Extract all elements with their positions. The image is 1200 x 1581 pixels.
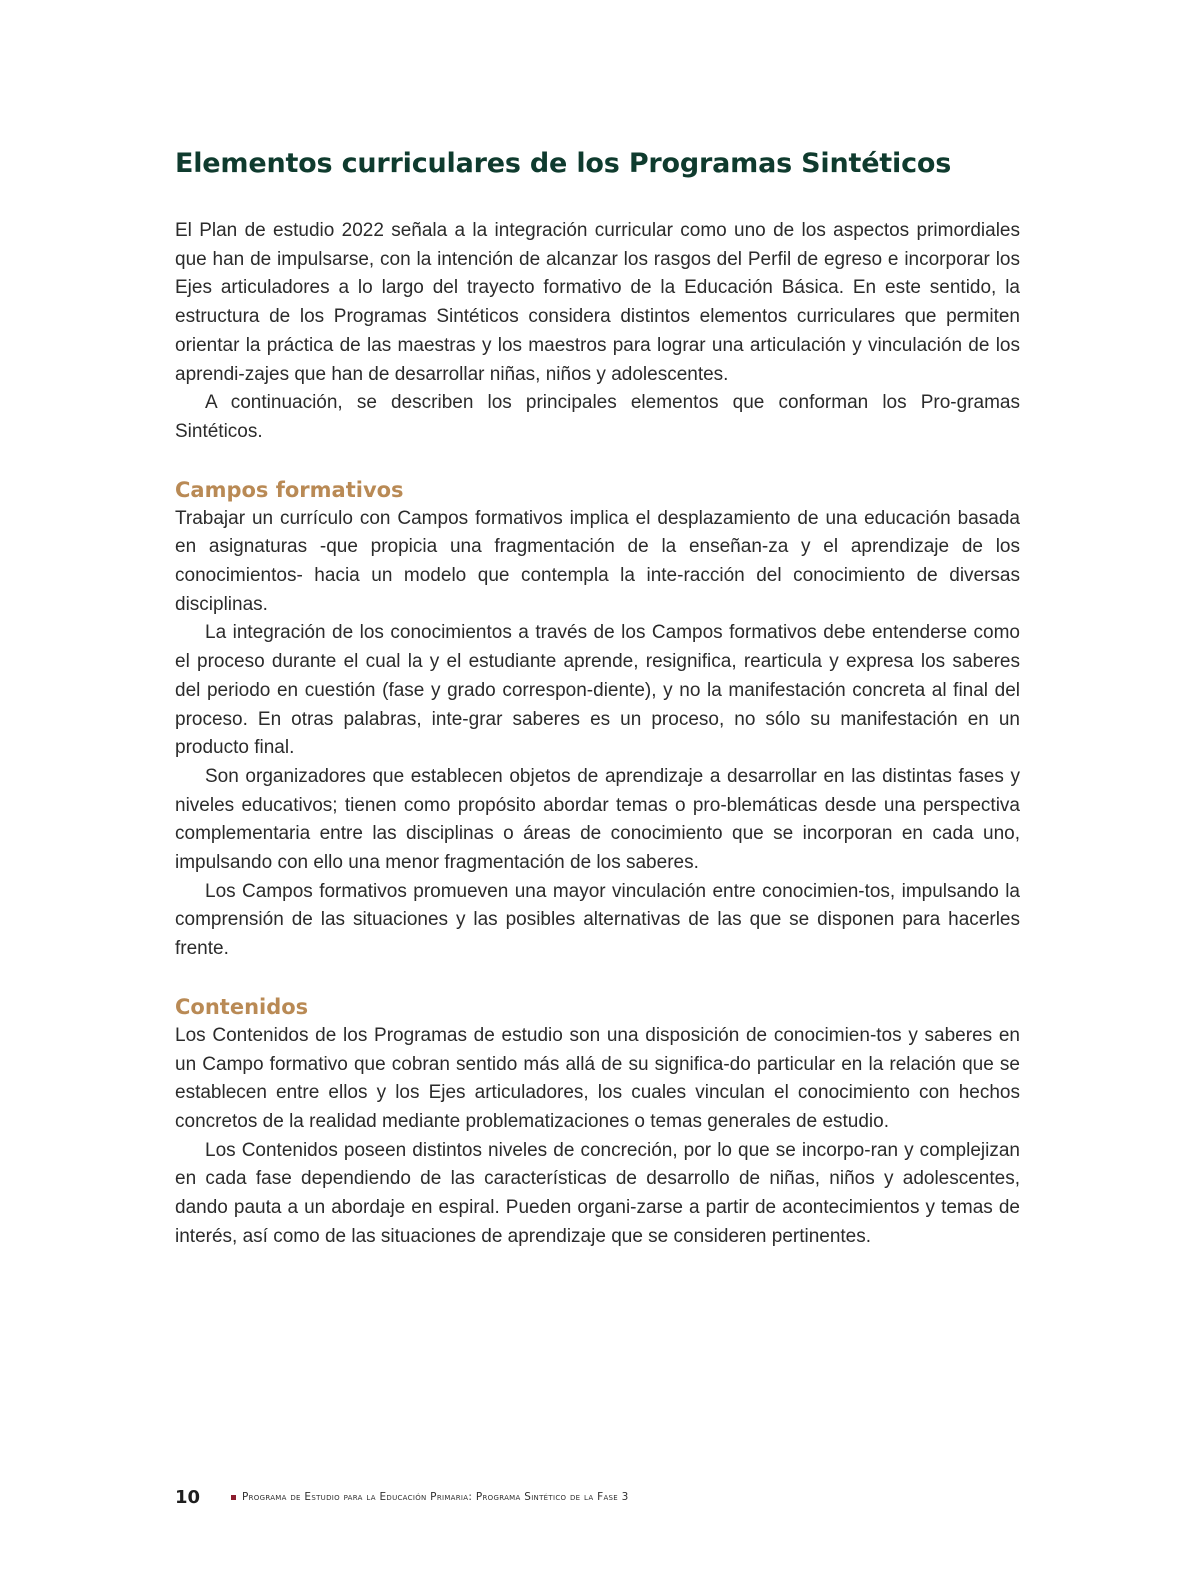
contenidos-paragraph-2: Los Contenidos poseen distintos niveles de concreción, por lo que se incorpo-ran y complejizan en cada fase dependiendo de las características de desarrollo de niñas, niños y adolescentes, dando pauta a un abordaje en espiral. Pueden organi-zarse a partir de acontecimientos y temas de interés, así como de las situaciones de aprendizaje que se consideren pertinentes. bbox=[175, 1139, 1020, 1247]
page-content bbox=[175, 145, 1020, 1252]
footer-bullet-icon bbox=[231, 1495, 236, 1500]
page-footer bbox=[175, 1482, 1020, 1512]
page-title: Elementos curriculares de los Programas Sintéticos bbox=[175, 148, 952, 179]
running-title: Programa de Estudio para la Educación Primaria: Programa Sintético de la Fase 3 bbox=[242, 1491, 629, 1503]
section-spacer bbox=[175, 447, 1020, 475]
section-heading-contenidos: Contenidos bbox=[175, 994, 309, 1019]
campos-paragraph-2: La integración de los conocimientos a través de los Campos formativos debe entenderse como el proceso durante el cual la y el estudiante aprende, resignifica, rearticula y expresa los saberes del periodo en cuestión (fase y grado correspon-diente), y no la manifestación concreta al final del proceso. En otras palabras, inte-grar saberes es un proceso, no sólo su manifestación en un producto final. bbox=[175, 622, 1020, 759]
section-heading-campos-formativos: Campos formativos bbox=[175, 477, 404, 502]
contenidos-paragraph-1: Los Contenidos de los Programas de estudio son una disposición de conocimien-tos y saberes en un Campo formativo que cobran sentido más allá de su significa-do particular en la relación que se establecen entre ellos y los Ejes articuladores, los cuales vinculan el conocimiento con hechos concretos de la realidad mediante problematizaciones o temas generales de estudio. bbox=[175, 1024, 1020, 1132]
section-spacer bbox=[175, 964, 1020, 992]
intro-paragraph-2: A continuación, se describen los principales elementos que conforman los Pro-gramas Sintéticos. bbox=[175, 392, 1020, 442]
page-number: 10 bbox=[175, 1486, 201, 1508]
campos-paragraph-1: Trabajar un currículo con Campos formativos implica el desplazamiento de una educación basada en asignaturas -que propicia una fragmentación de la enseñan-za y el aprendizaje de los conocimientos- hacia un modelo que contempla la inte-racción del conocimiento de diversas disciplinas. bbox=[175, 507, 1020, 615]
intro-paragraph-1: El Plan de estudio 2022 señala a la integración curricular como uno de los aspectos primordiales que han de impulsarse, con la intención de alcanzar los rasgos del Perfil de egreso e incorporar los Ejes articuladores a lo largo del trayecto formativo de la Educación Básica. En este sentido, la estructura de los Programas Sintéticos considera distintos elementos curriculares que permiten orientar la práctica de las maestras y los maestros para lograr una articulación y vinculación de los aprendi-zajes que han de desarrollar niñas, niños y adolescentes. bbox=[175, 220, 1020, 385]
campos-paragraph-4: Los Campos formativos promueven una mayor vinculación entre conocimien-tos, impulsando la comprensión de las situaciones y las posibles alternativas de las que se disponen para hacerles frente. bbox=[175, 880, 1020, 960]
campos-paragraph-3: Son organizadores que establecen objetos de aprendizaje a desarrollar en las distintas fases y niveles educativos; tienen como propósito abordar temas o pro-blemáticas desde una perspectiva complementaria entre las disciplinas o áreas de conocimiento que se incorporan en cada uno, impulsando con ello una menor fragmentación de los saberes. bbox=[175, 765, 1020, 874]
